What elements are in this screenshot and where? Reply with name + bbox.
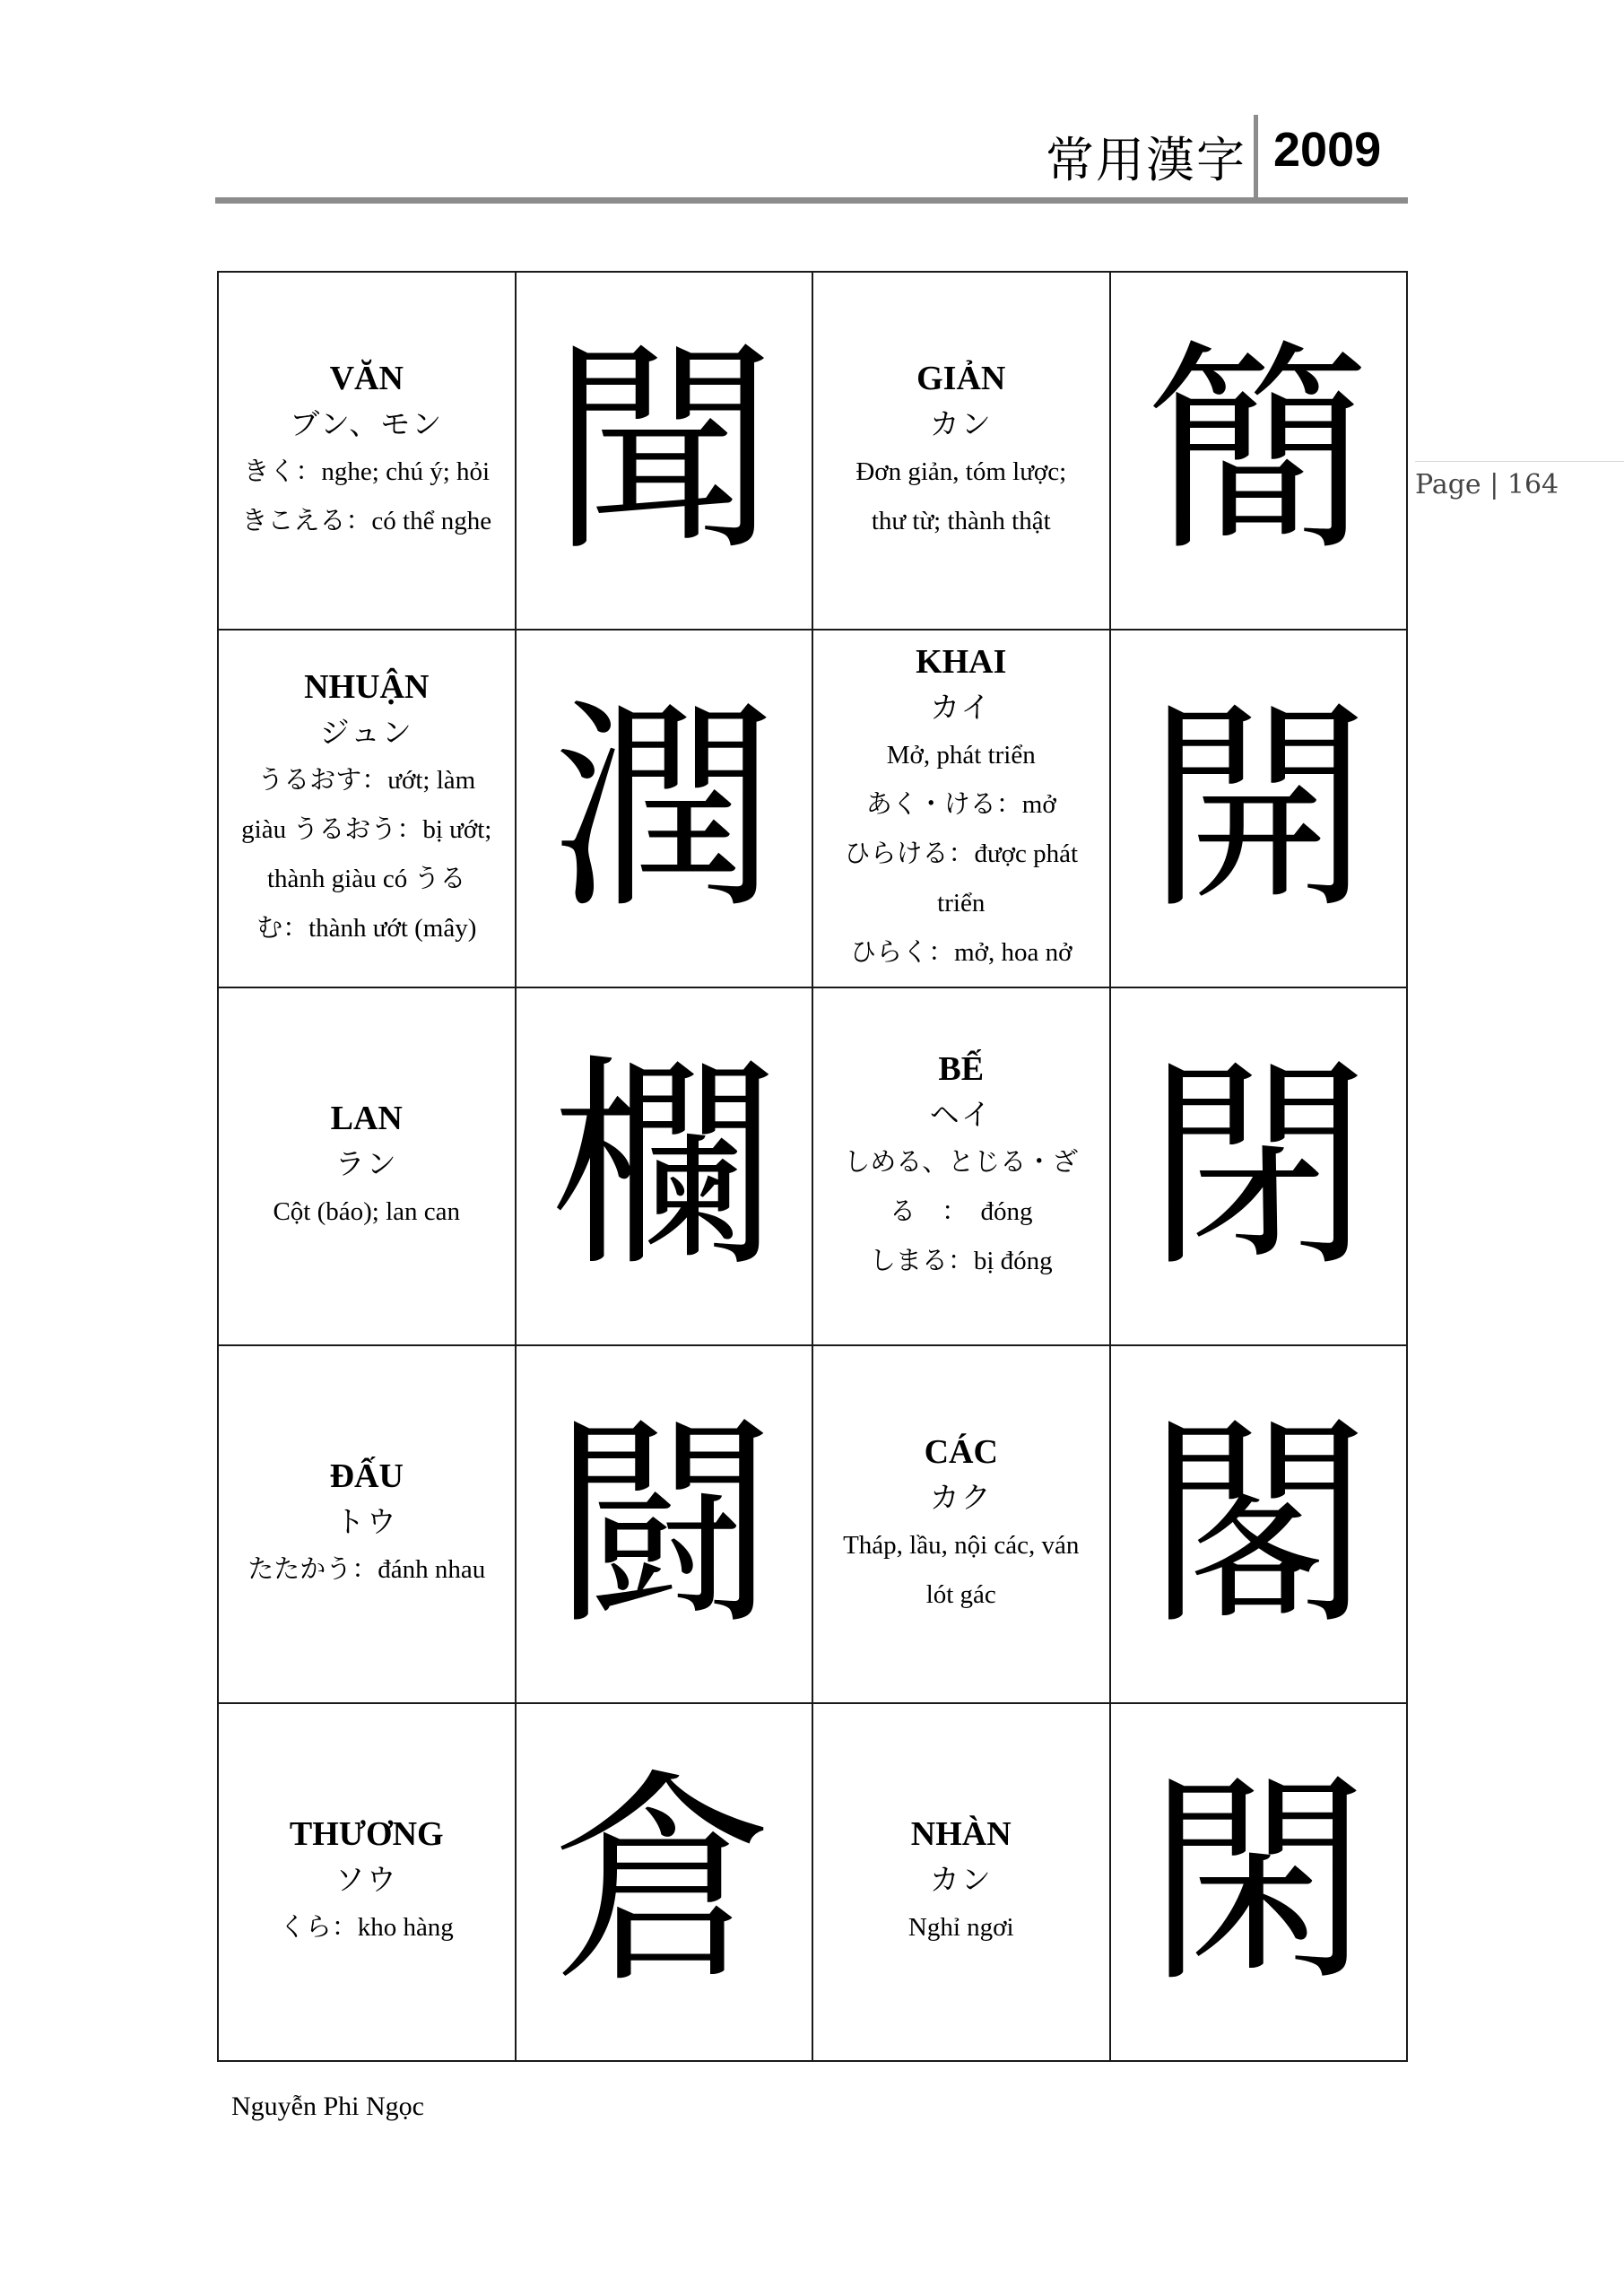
card-kanji-cell xyxy=(1110,630,1408,987)
card-kanji: 欄 xyxy=(551,1035,777,1297)
card-info-cell xyxy=(812,630,1110,987)
card-meaning-line: Cột (báo); lan can xyxy=(273,1197,461,1226)
card-meaning-line: たたかう：đánh nhau xyxy=(248,1555,486,1584)
card-meaning-line: しめる、とじる・ざ xyxy=(844,1148,1079,1177)
card-name: NHUẬN xyxy=(304,667,430,706)
card-kanji: 簡 xyxy=(1146,319,1371,581)
card-onyomi: トウ xyxy=(334,1504,398,1539)
card-name: NHÀN xyxy=(910,1815,1012,1853)
card-meaning-line: Tháp, lầu, nội các, ván xyxy=(843,1530,1080,1560)
card-onyomi: ラン xyxy=(334,1146,398,1181)
kanji-card-grid xyxy=(217,271,1408,2062)
card-onyomi: カク xyxy=(929,1479,993,1515)
card-kanji-cell xyxy=(516,987,813,1345)
card-info-cell xyxy=(218,987,516,1345)
card-info-cell xyxy=(812,272,1110,630)
card-onyomi: ソウ xyxy=(334,1862,398,1897)
card-meaning-line: Nghỉ ngơi xyxy=(908,1913,1014,1942)
table-row xyxy=(218,630,1407,987)
card-kanji-cell xyxy=(516,272,813,630)
table-row xyxy=(218,987,1407,1345)
page-number-label: Page | 164 xyxy=(1415,469,1559,500)
card-name: CÁC xyxy=(924,1432,998,1471)
card-meaning-line: giàu うるおう：bị ướt; xyxy=(241,814,492,844)
card-kanji: 聞 xyxy=(551,319,777,581)
card-meaning-line: triển xyxy=(937,889,986,918)
card-onyomi: カイ xyxy=(930,690,993,725)
card-meaning-line: きこえる：có thể nghe xyxy=(241,506,492,535)
table-row xyxy=(218,272,1407,630)
card-info-cell xyxy=(812,1703,1110,2061)
card-kanji: 閑 xyxy=(1146,1751,1371,2013)
card-meaning-line: Đơn giản, tóm lược; xyxy=(855,457,1067,486)
card-kanji: 閉 xyxy=(1146,1035,1371,1297)
card-meaning-line: Mở, phát triển xyxy=(886,741,1036,770)
card-onyomi: カン xyxy=(929,405,993,441)
card-name: THƯƠNG xyxy=(289,1815,444,1853)
card-kanji: 潤 xyxy=(551,677,777,939)
card-kanji: 倉 xyxy=(551,1751,777,2013)
card-meaning-line: thành giàu có うる xyxy=(267,864,466,893)
card-name: ĐẤU xyxy=(329,1457,404,1495)
card-info-cell xyxy=(812,1345,1110,1703)
card-info-cell xyxy=(218,1703,516,2061)
header-year: 2009 xyxy=(1273,123,1382,177)
table-row xyxy=(218,1703,1407,2061)
card-kanji: 閣 xyxy=(1146,1393,1371,1655)
card-info-cell xyxy=(218,630,516,987)
card-meaning-line: あく・ける：mở xyxy=(865,790,1056,819)
card-kanji-cell xyxy=(516,1703,813,2061)
card-info-cell xyxy=(812,987,1110,1345)
card-kanji-cell xyxy=(1110,987,1408,1345)
card-onyomi: ブン、モン xyxy=(290,405,444,441)
page-header xyxy=(215,115,1408,197)
card-meaning-line: しまる：bị đóng xyxy=(869,1247,1053,1275)
card-onyomi: ヘイ xyxy=(929,1097,993,1132)
card-meaning-line: くら：kho hàng xyxy=(279,1913,454,1942)
card-name: BẾ xyxy=(938,1050,985,1088)
header-divider xyxy=(1254,115,1258,197)
header-rule xyxy=(215,197,1408,204)
card-meaning-line: きく：nghe; chú ý; hỏi xyxy=(243,457,491,486)
card-meaning-line: ひらける：được phát xyxy=(844,839,1079,868)
card-kanji-cell xyxy=(1110,1703,1408,2061)
footer-author: Nguyễn Phi Ngọc xyxy=(231,2092,424,2121)
card-onyomi: カン xyxy=(929,1862,993,1897)
card-name: KHAI xyxy=(916,643,1007,681)
table-row xyxy=(218,1345,1407,1703)
card-info-cell xyxy=(218,272,516,630)
header-title: 常用漢字 xyxy=(1046,132,1246,188)
card-name: LAN xyxy=(330,1100,403,1137)
card-kanji-cell xyxy=(516,630,813,987)
card-meaning-line: ひらく：mở, hoa nở xyxy=(850,938,1073,967)
card-onyomi: ジュン xyxy=(319,714,413,750)
card-meaning-line: うるおす：ướt; làm xyxy=(257,765,476,795)
card-name: GIẢN xyxy=(916,359,1006,397)
card-kanji-cell xyxy=(1110,1345,1408,1703)
card-name: VĂN xyxy=(329,359,404,397)
card-info-cell xyxy=(218,1345,516,1703)
card-meaning-line: む：thành ướt (mây) xyxy=(256,913,477,943)
card-kanji-cell xyxy=(1110,272,1408,630)
card-meaning-line: thư từ; thành thật xyxy=(871,506,1051,535)
page-number xyxy=(1415,461,1624,512)
card-kanji-cell xyxy=(516,1345,813,1703)
card-kanji: 開 xyxy=(1146,677,1371,939)
card-kanji: 闘 xyxy=(551,1393,777,1655)
card-meaning-line: lót gác xyxy=(925,1579,996,1609)
card-meaning-line: る ： đóng xyxy=(889,1197,1033,1226)
